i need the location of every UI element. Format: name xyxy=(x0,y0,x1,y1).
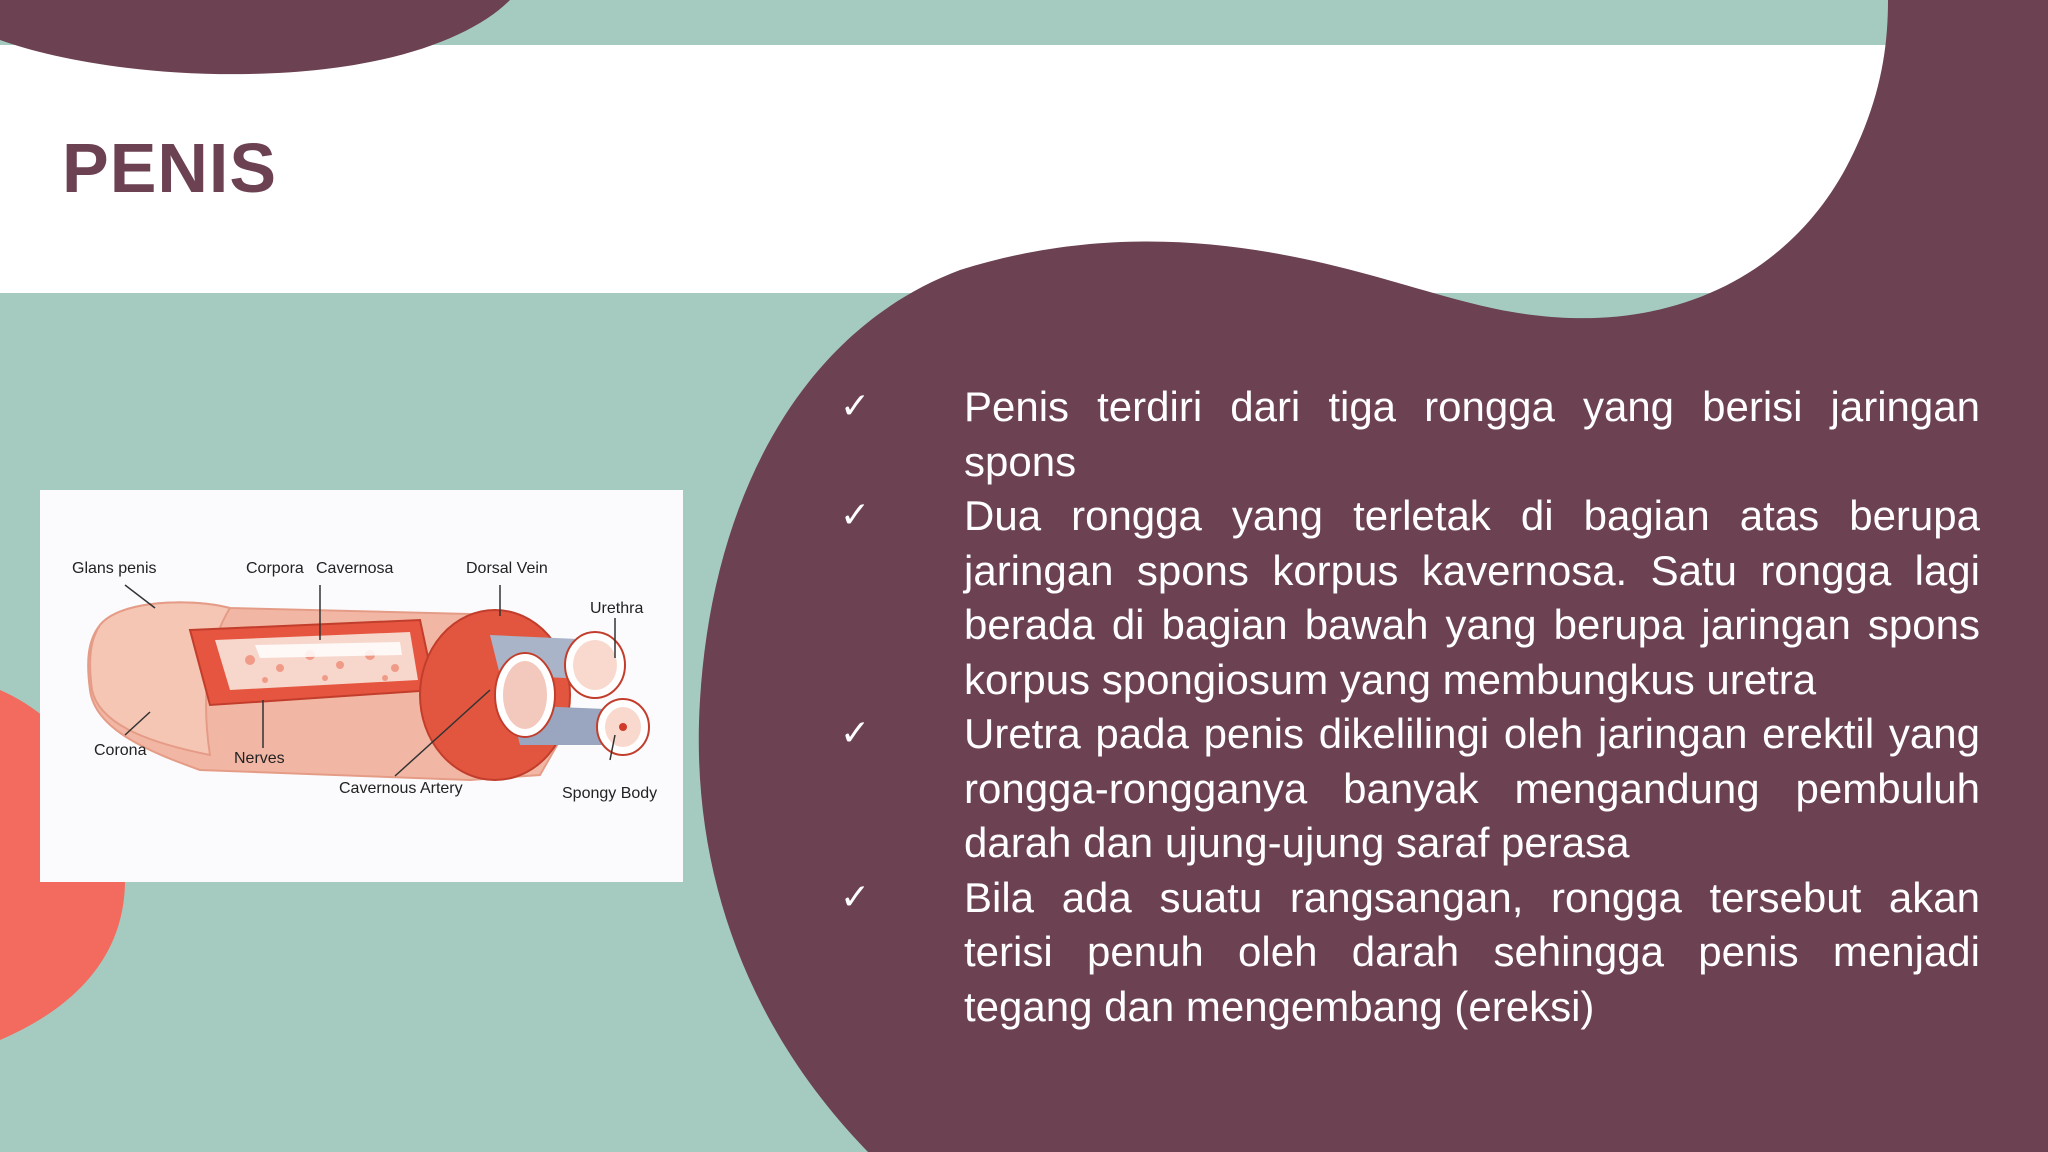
slide-title: PENIS xyxy=(62,129,278,207)
list-item xyxy=(840,707,1980,871)
list-item xyxy=(840,380,1980,489)
list-item xyxy=(840,489,1980,707)
list-item xyxy=(840,871,1980,1035)
bullet-text: Dua rongga yang terletak di bagian atas berupa jaringan spons korpus kavernosa. Satu rongga lagi berada di bagian bawah yang berupa jaringan spons korpus spongiosum yang membungkus uretra xyxy=(964,492,1980,703)
label-dorsal-vein: Dorsal Vein xyxy=(466,560,548,577)
anatomy-illustration xyxy=(40,490,683,882)
label-corpora: Corpora xyxy=(246,560,304,577)
checkmark-icon: ✓ xyxy=(840,713,871,754)
bullet-list xyxy=(840,380,1980,1034)
bullet-text: Uretra pada penis dikelilingi oleh jaringan erektil yang rongga-rongganya banyak mengandung pembuluh darah dan ujung-ujung saraf perasa xyxy=(964,710,1980,866)
label-cavernosa: Cavernosa xyxy=(316,560,394,577)
label-nerves: Nerves xyxy=(234,750,285,767)
bullet-text: Bila ada suatu rangsangan, rongga tersebut akan terisi penuh oleh darah sehingga penis menjadi tegang dan mengembang (ereksi) xyxy=(964,873,1980,1030)
label-corona: Corona xyxy=(94,742,147,759)
checkmark-icon: ✓ xyxy=(840,386,871,427)
label-urethra: Urethra xyxy=(590,600,644,617)
checkmark-icon: ✓ xyxy=(840,495,871,536)
checkmark-icon: ✓ xyxy=(840,876,871,918)
label-cavernous-artery: Cavernous Artery xyxy=(339,780,463,797)
label-spongy-body: Spongy Body xyxy=(562,785,658,802)
header-band xyxy=(0,45,1900,293)
anatomy-diagram xyxy=(40,490,683,882)
label-glans-penis: Glans penis xyxy=(72,560,157,577)
bullet-text: Penis terdiri dari tiga rongga yang berisi jaringan spons xyxy=(964,383,1980,485)
